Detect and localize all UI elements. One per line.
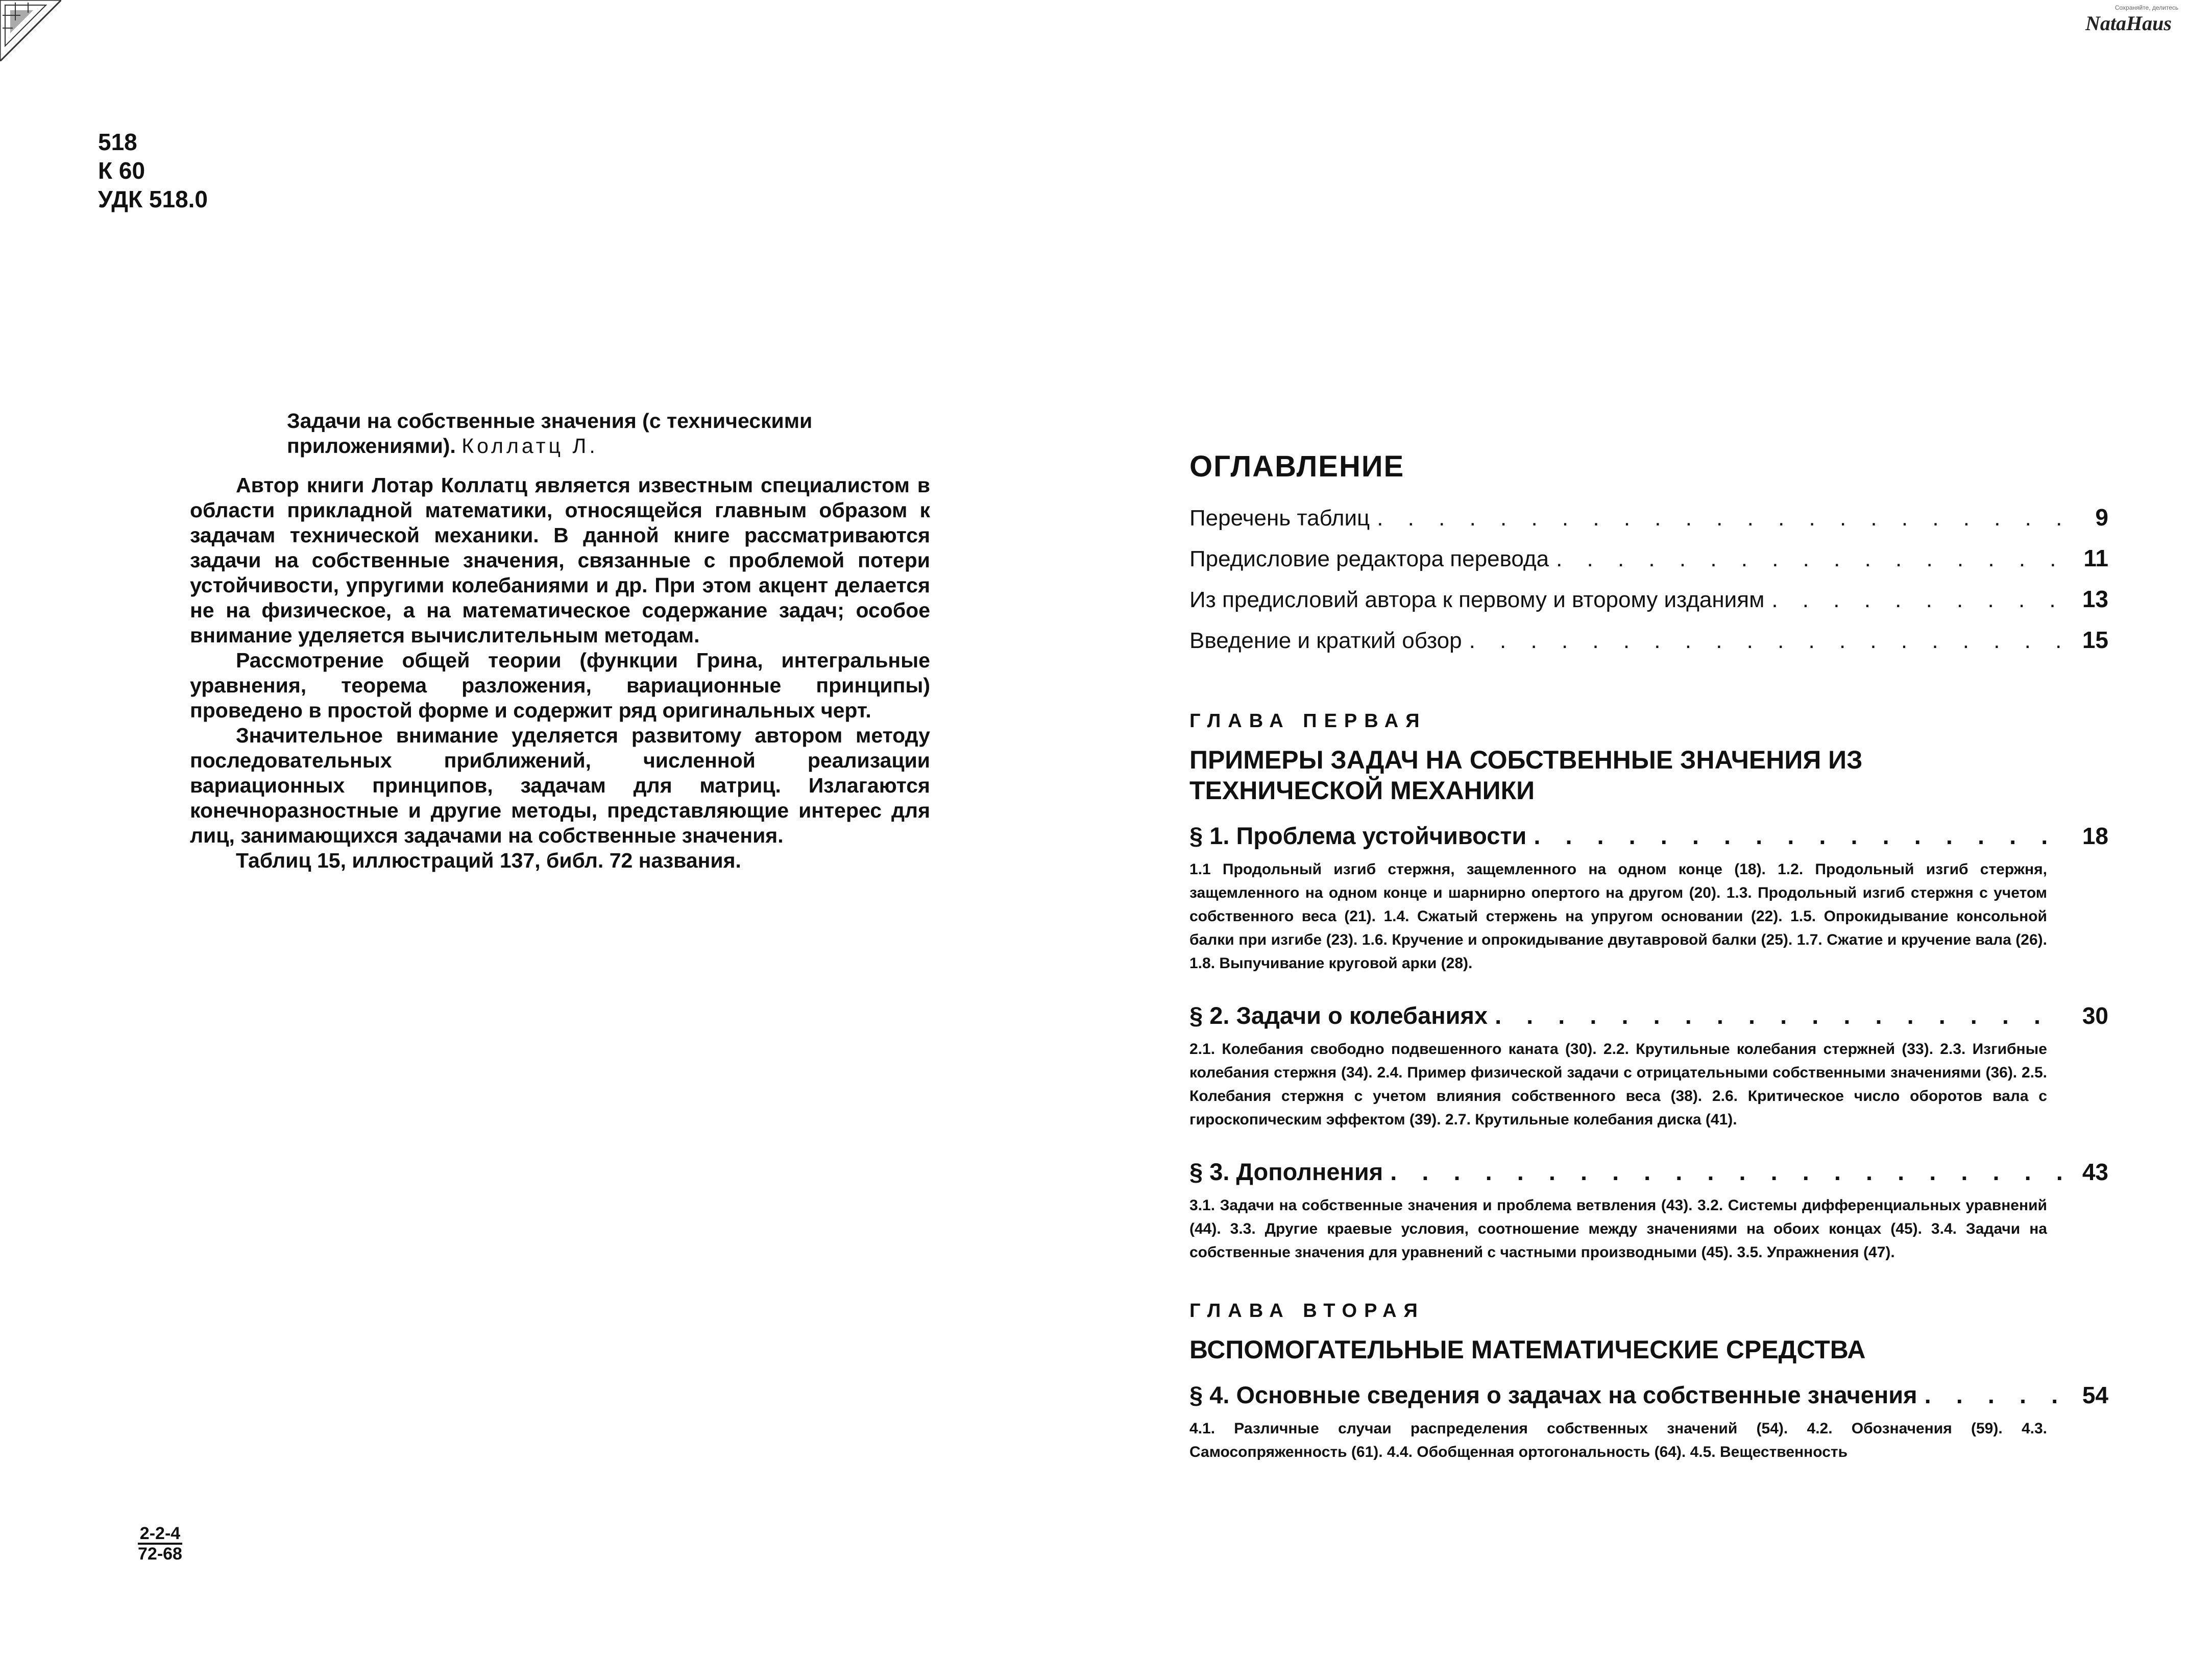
leader-dots xyxy=(1556,546,2065,572)
leader-dots xyxy=(1495,1001,2065,1030)
toc-section-heading[interactable] xyxy=(1189,1001,2108,1030)
abstract-block xyxy=(190,409,930,873)
abstract-paragraph: Рассмотрение общей теории (функции Грина, интегральные уравнения, теорема разложения, вариационные принципы) проведено в простой форме и содержит ряд оригинальных черт. xyxy=(190,649,930,722)
section-subtopics: 4.1. Различные случаи распределения собственных значений (54). 4.2. Обозначения (59). 4.3. Самосопряженность (61). 4.4. Обобщенная ортогональность (64). 4.5. Вещественность xyxy=(1189,1420,2047,1460)
chapter-label: ГЛАВА ВТОРАЯ xyxy=(1189,1300,1425,1322)
leader-dots xyxy=(1534,821,2065,851)
publisher-code-numerator: 2-2-4 xyxy=(139,1524,181,1543)
toc-entry[interactable] xyxy=(1189,627,2108,654)
toc-entry-page: 11 xyxy=(2083,545,2108,571)
toc-entry-label: Перечень таблиц xyxy=(1189,506,1370,531)
toc-section xyxy=(1189,1001,2108,1132)
author-code: К 60 xyxy=(98,157,145,184)
abstract-paragraph: Значительное внимание уделяется развитому автором методу последовательных приближений, численной реализации вариационных принципов, задачам для матриц. Излагаются конечноразностные и другие методы, представляющие интерес для лиц, занимающихся задачами на собственные значения. xyxy=(190,724,930,847)
publisher-code-denominator: 72-68 xyxy=(138,1543,182,1563)
toc-entry-page: 9 xyxy=(2095,504,2108,531)
toc-section-heading[interactable] xyxy=(1189,1157,2108,1187)
toc-section-heading[interactable] xyxy=(1189,1380,2108,1410)
abstract-paragraph: Автор книги Лотар Коллатц является известным специалистом в области прикладной математики, относящейся главным образом к задачам технической механики. В данной книге рассматриваются задачи на собственные значения, связанные с проблемой потери устойчивости, упругими колебаниями и др. При этом акцент делается не на физическое, а на математическое содержание задач; особое внимание уделяется вычислительным методам. xyxy=(190,473,930,647)
toc-entry-page: 13 xyxy=(2082,586,2108,612)
chapter-title: ВСПОМОГАТЕЛЬНЫЕ МАТЕМАТИЧЕСКИЕ СРЕДСТВА xyxy=(1189,1335,1866,1364)
table-of-contents xyxy=(1189,449,2108,1490)
udc-code: УДК 518.0 xyxy=(98,186,208,212)
abstract-heading xyxy=(190,409,930,459)
classification-code: 518 xyxy=(98,129,137,155)
leader-dots xyxy=(1390,1157,2065,1187)
section-page: 18 xyxy=(2082,823,2108,849)
section-subtopics: 3.1. Задачи на собственные значения и проблема ветвления (43). 3.2. Системы дифференциальных уравнений (44). 3.3. Другие краевые условия, соотношение между значениями на обоих концах (45). 3.4. Задачи на собственные значения для уравнений с частными производными (45). 3.5. Упражнения (47). xyxy=(1189,1197,2047,1261)
section-subtopics: 1.1 Продольный изгиб стержня, защемленного на одном конце (18). 1.2. Продольный изгиб стержня, защемленного на одном конце и шарнирно опертого на другом (20). 1.3. Продольный изгиб стержня с учетом собственного веса (21). 1.4. Сжатый стержень на упругом основании (22). 1.5. Опрокидывание консольной балки при изгибе (23). 1.6. Кручение и опрокидывание двутавровой балки (25). 1.7. Сжатие и кручение вала (26). 1.8. Выпучивание круговой арки (28). xyxy=(1189,861,2047,972)
toc-entry[interactable] xyxy=(1189,586,2108,613)
section-page: 54 xyxy=(2082,1382,2108,1408)
abstract-title: Задачи на собственные значения (с техническими приложениями). xyxy=(287,409,813,458)
corner-ornament-icon xyxy=(0,0,61,61)
toc-section xyxy=(1189,1157,2108,1264)
toc-entry-label: Из предисловий автора к первому и второму изданиям xyxy=(1189,587,1765,612)
section-subtopics: 2.1. Колебания свободно подвешенного каната (30). 2.2. Крутильные колебания стержней (33). 2.3. Изгибные колебания стержня (34). 2.4. Пример физической задачи с отрицательными собственными значениями (36). 2.5. Колебания стержня с учетом влияния собственного веса (38). 2.6. Критическое число оборотов вала с гироскопическим эффектом (39). 2.7. Крутильные колебания диска (41). xyxy=(1189,1041,2047,1128)
toc-entry-label: Введение и краткий обзор xyxy=(1189,628,1462,653)
publisher-code xyxy=(138,1524,182,1563)
toc-section xyxy=(1189,821,2108,975)
toc-entry-label: Предисловие редактора перевода xyxy=(1189,546,1549,571)
watermark-logo xyxy=(2085,4,2208,35)
toc-section xyxy=(1189,1380,2108,1464)
toc-entry-page: 15 xyxy=(2082,627,2108,653)
section-title: § 2. Задачи о колебаниях xyxy=(1189,1002,1488,1029)
toc-entry[interactable] xyxy=(1189,504,2108,532)
leader-dots xyxy=(1377,505,2065,532)
abstract-paragraph: Таблиц 15, иллюстраций 137, библ. 72 названия. xyxy=(236,849,741,872)
chapter-label: ГЛАВА ПЕРВАЯ xyxy=(1189,710,1427,732)
chapter-title: ПРИМЕРЫ ЗАДАЧ НА СОБСТВЕННЫЕ ЗНАЧЕНИЯ ИЗ ТЕХНИЧЕСКОЙ МЕХАНИКИ xyxy=(1189,746,1863,805)
section-page: 30 xyxy=(2082,1002,2108,1029)
section-title: § 3. Дополнения xyxy=(1189,1158,1383,1185)
abstract-author: Коллатц Л. xyxy=(461,434,598,458)
leader-dots xyxy=(1469,628,2065,654)
section-title: § 4. Основные сведения о задачах на собственные значения xyxy=(1189,1381,1917,1408)
watermark-tagline: Сохраняйте, делитесь xyxy=(2114,4,2179,11)
watermark-brand: NataHaus xyxy=(2085,12,2172,35)
leader-dots xyxy=(1771,587,2065,613)
toc-entry[interactable] xyxy=(1189,545,2108,572)
leader-dots xyxy=(1925,1380,2065,1410)
toc-section-heading[interactable] xyxy=(1189,821,2108,851)
toc-title: ОГЛАВЛЕНИЕ xyxy=(1189,450,1405,483)
section-page: 43 xyxy=(2082,1159,2108,1185)
section-title: § 1. Проблема устойчивости xyxy=(1189,822,1527,849)
